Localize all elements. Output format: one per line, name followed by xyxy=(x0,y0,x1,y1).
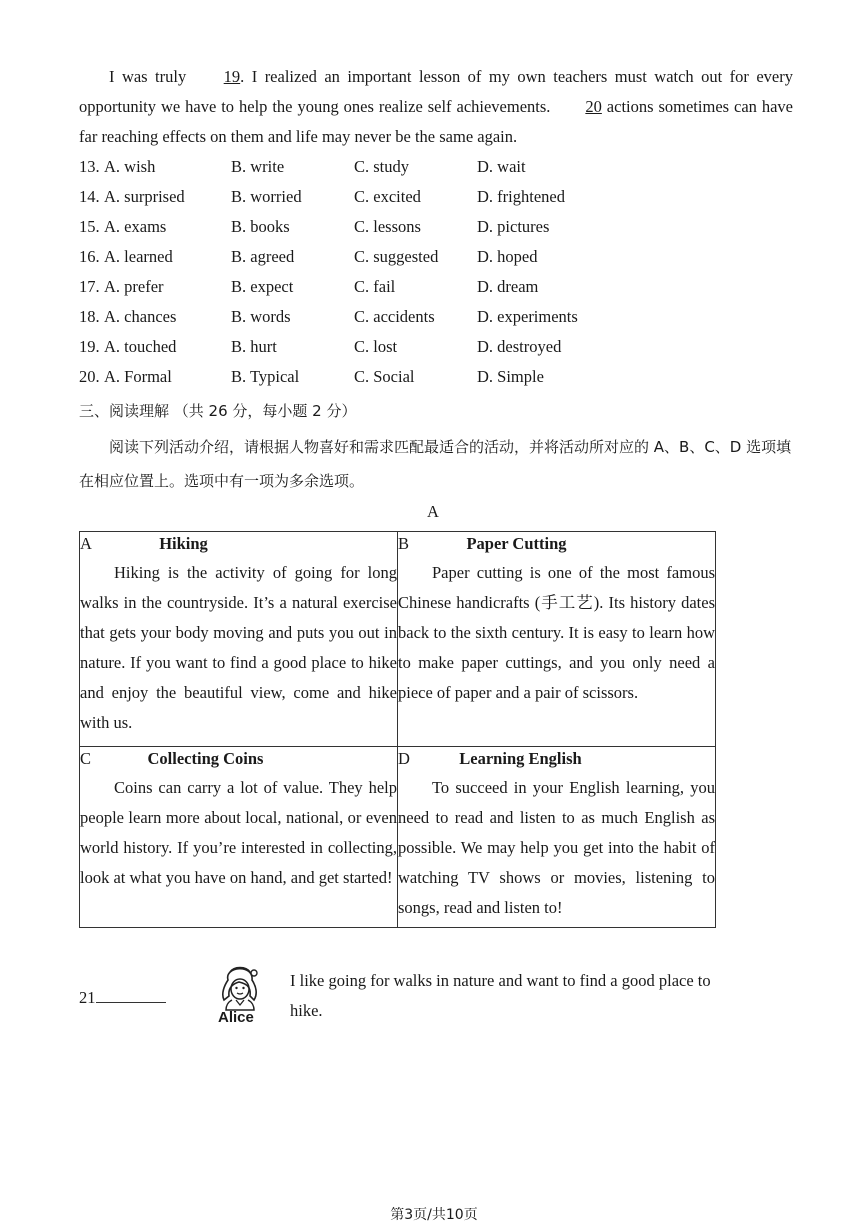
question-number: 20. xyxy=(79,367,100,386)
option-b: B. write xyxy=(231,157,285,176)
question-row xyxy=(79,332,679,362)
option-b: B. words xyxy=(231,307,291,326)
section-instruction: 阅读下列活动介绍，请根据人物喜好和需求匹配最适合的活动，并将活动所对应的 A、B、C、D 选项填在相应位置上。选项中有一项为多余选项。 xyxy=(79,438,792,490)
option-d: D. dream xyxy=(477,277,539,296)
option-c: C. fail xyxy=(354,277,396,296)
option-a: A. Formal xyxy=(104,367,172,386)
question-row xyxy=(79,182,679,212)
option-a: A. exams xyxy=(104,217,167,236)
question-row xyxy=(79,272,679,302)
option-a: A. learned xyxy=(104,247,173,266)
option-b: B. expect xyxy=(231,277,294,296)
activity-cell-d xyxy=(398,747,716,928)
question-number: 18. xyxy=(79,307,100,326)
question-row xyxy=(79,242,679,272)
question-row xyxy=(79,152,679,182)
activity-letter: C xyxy=(80,749,92,768)
question-number: 16. xyxy=(79,247,100,266)
passage-text-3: actions sometimes can have far reaching effects on them and life may never be the same again. xyxy=(79,97,793,146)
option-c: C. study xyxy=(354,157,410,176)
question-number: 17. xyxy=(79,277,100,296)
option-b: B. hurt xyxy=(231,337,277,356)
option-b: B. books xyxy=(231,217,290,236)
option-d: D. hoped xyxy=(477,247,538,266)
table-row xyxy=(80,532,716,747)
option-a: A. touched xyxy=(104,337,177,356)
blank-20: 20 xyxy=(585,97,602,116)
option-b: B. agreed xyxy=(231,247,295,266)
page-number: 第3页/共10页 xyxy=(390,1207,478,1223)
question-row xyxy=(79,302,679,332)
activity-name: Hiking xyxy=(159,534,208,553)
activity-name: Paper Cutting xyxy=(466,534,567,553)
activity-description: Coins can carry a lot of value. They help people learn more about local, national, or even world history. If you’re interested in collecting, look at what you have on hand, and get started! xyxy=(80,778,397,887)
activity-cell-c xyxy=(80,747,398,928)
activity-letter: B xyxy=(398,534,410,553)
answer-line[interactable] xyxy=(96,986,166,1003)
activity-letter: A xyxy=(80,534,92,553)
option-a: A. chances xyxy=(104,307,177,326)
question-row xyxy=(79,362,679,392)
section-title: 三、阅读理解 （共 26 分，每小题 2 分） xyxy=(79,402,357,420)
option-d: D. pictures xyxy=(477,217,550,236)
activity-table xyxy=(79,531,716,928)
option-d: D. wait xyxy=(477,157,526,176)
blank-19: 19 xyxy=(223,67,241,86)
passage-text-1: I was truly xyxy=(109,67,194,86)
activity-cell-b xyxy=(398,532,716,747)
option-a: A. wish xyxy=(104,157,156,176)
activity-description: Paper cutting is one of the most famous Chinese handicrafts (手工艺). Its history dates back to the sixth century. It is easy to learn how to make paper cuttings, and you only need a piece of paper and a pair of scissors. xyxy=(398,563,715,702)
option-c: C. excited xyxy=(354,187,421,206)
option-d: D. Simple xyxy=(477,367,544,386)
option-b: B. worried xyxy=(231,187,302,206)
table-row xyxy=(80,747,716,928)
passage-text-2: . I realized an important lesson of my own teachers must watch out for every opportunity we have to help the young ones realize self achievements. xyxy=(79,67,793,116)
table-label: A xyxy=(427,502,439,521)
avatar-name: Alice xyxy=(218,1009,254,1026)
question-number: 14. xyxy=(79,187,100,206)
activity-name: Learning English xyxy=(459,749,582,768)
option-c: C. lessons xyxy=(354,217,421,236)
question-number: 21 xyxy=(79,988,96,1007)
option-d: D. experiments xyxy=(477,307,578,326)
question-number: 19. xyxy=(79,337,100,356)
activity-description: Hiking is the activity of going for long walks in the countryside. It’s a natural exercise that gets your body moving and puts you out in nature. If you want to find a good place to hike and enjoy the beautiful view, come and hike with us. xyxy=(80,563,397,732)
question-21 xyxy=(79,984,166,1012)
question-row xyxy=(79,212,679,242)
option-a: A. surprised xyxy=(104,187,185,206)
option-c: C. lost xyxy=(354,337,398,356)
activity-name: Collecting Coins xyxy=(147,749,264,768)
option-c: C. Social xyxy=(354,367,415,386)
person-statement: I like going for walks in nature and want to find a good place to hike. xyxy=(290,971,711,1020)
option-a: A. prefer xyxy=(104,277,164,296)
activity-description: To succeed in your English learning, you need to read and listen to as much English as possible. We may help you get into the habit of watching TV shows or movies, listening to songs, read and listen to! xyxy=(398,778,715,917)
activity-letter: D xyxy=(398,749,410,768)
question-number: 15. xyxy=(79,217,100,236)
question-number: 13. xyxy=(79,157,100,176)
option-b: B. Typical xyxy=(231,367,300,386)
activity-cell-a xyxy=(80,532,398,747)
option-c: C. suggested xyxy=(354,247,439,266)
cloze-passage-end xyxy=(79,62,793,152)
option-c: C. accidents xyxy=(354,307,435,326)
option-d: D. frightened xyxy=(477,187,565,206)
option-d: D. destroyed xyxy=(477,337,562,356)
